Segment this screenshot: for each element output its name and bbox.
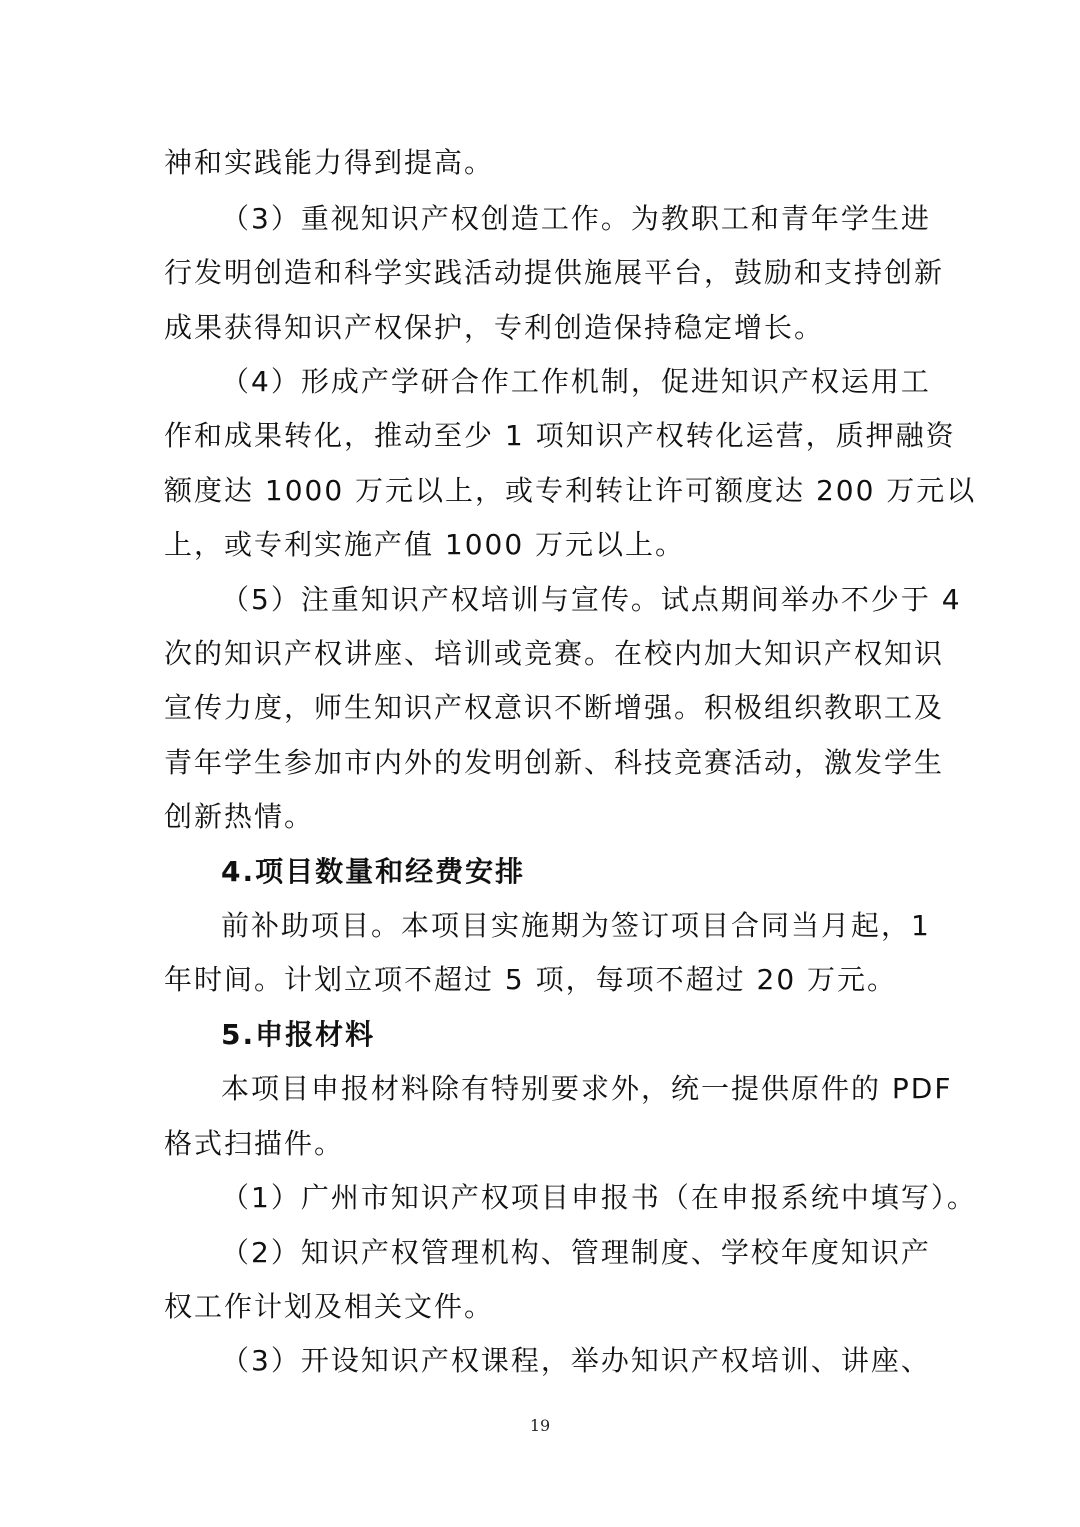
material-item-3-line-1: （3）开设知识产权课程，举办知识产权培训、讲座、 <box>221 1344 931 1377</box>
list-item-3-line-1: （3）重视知识产权创造工作。为教职工和青年学生进 <box>221 202 931 235</box>
body-text-line: 神和实践能力得到提高。 <box>164 146 495 179</box>
list-item-4-line-2: 作和成果转化，推动至少 1 项知识产权转化运营，质押融资 <box>164 419 956 452</box>
page-number: 19 <box>529 1416 551 1435</box>
section-4-line-2: 年时间。计划立项不超过 5 项，每项不超过 20 万元。 <box>164 963 898 996</box>
list-item-5-line-5: 创新热情。 <box>164 800 315 833</box>
section-4-line-1: 前补助项目。本项目实施期为签订项目合同当月起，1 <box>221 909 931 942</box>
section-5-line-1: 本项目申报材料除有特别要求外，统一提供原件的 PDF <box>221 1072 953 1105</box>
material-item-1: （1）广州市知识产权项目申报书（在申报系统中填写）。 <box>221 1181 977 1214</box>
material-item-2-line-2: 权工作计划及相关文件。 <box>164 1290 495 1323</box>
list-item-4-line-1: （4）形成产学研合作工作机制，促进知识产权运用工 <box>221 365 931 398</box>
list-item-5-line-4: 青年学生参加市内外的发明创新、科技竞赛活动，激发学生 <box>164 746 945 779</box>
list-item-5-line-3: 宣传力度，师生知识产权意识不断增强。积极组织教职工及 <box>164 691 945 724</box>
list-item-3-line-3: 成果获得知识产权保护，专利创造保持稳定增长。 <box>164 311 825 344</box>
section-heading-4: 4.项目数量和经费安排 <box>221 855 526 888</box>
list-item-4-line-4: 上，或专利实施产值 1000 万元以上。 <box>164 528 686 561</box>
list-item-3-line-2: 行发明创造和科学实践活动提供施展平台，鼓励和支持创新 <box>164 256 945 289</box>
section-5-line-2: 格式扫描件。 <box>164 1127 345 1160</box>
section-heading-5: 5.申报材料 <box>221 1018 376 1051</box>
list-item-5-line-1: （5）注重知识产权培训与宣传。试点期间举办不少于 4 <box>221 583 962 616</box>
list-item-4-line-3: 额度达 1000 万元以上，或专利转让许可额度达 200 万元以 <box>164 474 977 507</box>
list-item-5-line-2: 次的知识产权讲座、培训或竞赛。在校内加大知识产权知识 <box>164 637 945 670</box>
material-item-2-line-1: （2）知识产权管理机构、管理制度、学校年度知识产 <box>221 1236 931 1269</box>
